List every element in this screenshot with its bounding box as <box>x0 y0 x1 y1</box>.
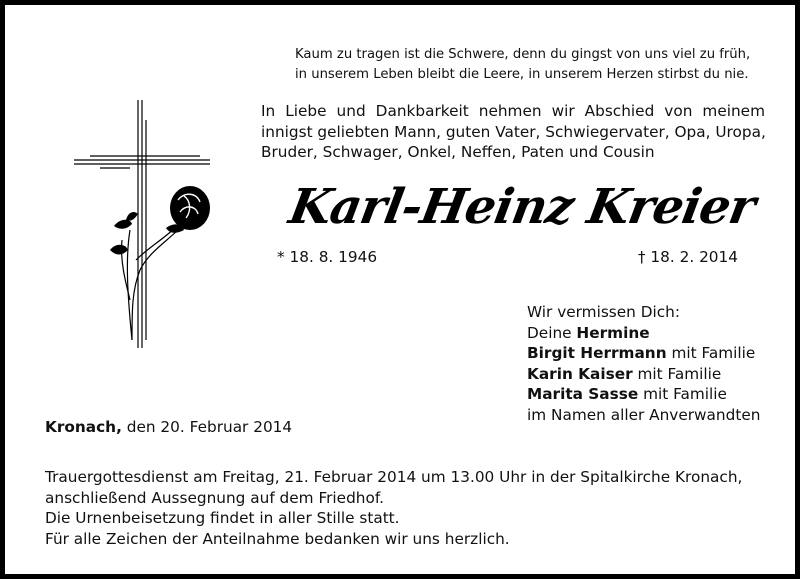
mourners-list <box>527 302 760 425</box>
mourner-line <box>527 323 760 344</box>
deceased-name: Karl-Heinz Kreier <box>285 179 759 235</box>
mourner-prefix: Deine <box>527 323 577 342</box>
info-line: anschließend Aussegnung auf dem Friedhof. <box>45 488 384 507</box>
cross-with-rose-icon <box>70 100 215 350</box>
service-info <box>45 467 742 549</box>
mourner-name: Marita Sasse <box>527 385 639 403</box>
mourner-line <box>527 384 760 405</box>
mourner-name: Birgit Herrmann <box>527 344 667 362</box>
intro-line: innigst geliebten Mann, guten Vater, Schwiegervater, Opa, Uropa, <box>261 122 766 141</box>
mourner-name: Hermine <box>576 323 650 342</box>
place-date <box>45 418 292 436</box>
mourner-suffix: mit Familie <box>638 385 727 403</box>
birth-date: * 18. 8. 1946 <box>277 248 378 266</box>
info-line: Die Urnenbeisetzung findet in aller Stille statt. <box>45 509 400 527</box>
poem-line: Kaum zu tragen ist die Schwere, denn du gingst von uns viel zu früh, <box>295 47 751 62</box>
date: den 20. Februar 2014 <box>121 418 293 436</box>
intro-line: Bruder, Schwager, Onkel, Neffen, Paten und Cousin <box>261 143 655 161</box>
intro-text <box>261 101 765 163</box>
mourners-heading: Wir vermissen Dich: <box>527 303 681 321</box>
mourner-line <box>527 364 760 385</box>
poem <box>295 45 750 85</box>
intro-line: In Liebe und Dankbarkeit nehmen wir Abschied von meinem <box>261 102 765 120</box>
mourner-suffix: mit Familie <box>632 364 722 383</box>
mourner-line: im Namen aller Anverwandten <box>527 405 761 424</box>
mourner-suffix: mit Familie <box>666 344 756 362</box>
mourner-name: Karin Kaiser <box>527 364 633 383</box>
place: Kronach, <box>45 418 122 436</box>
info-line: Für alle Zeichen der Anteilnahme bedanken wir uns herzlich. <box>45 529 510 548</box>
poem-line: in unserem Leben bleibt die Leere, in unserem Herzen stirbst du nie. <box>295 67 749 82</box>
death-date: † 18. 2. 2014 <box>637 248 738 266</box>
info-line: Trauergottesdienst am Freitag, 21. Februar 2014 um 13.00 Uhr in der Spitalkirche Kronach, <box>45 468 743 486</box>
mourner-line <box>527 343 760 364</box>
